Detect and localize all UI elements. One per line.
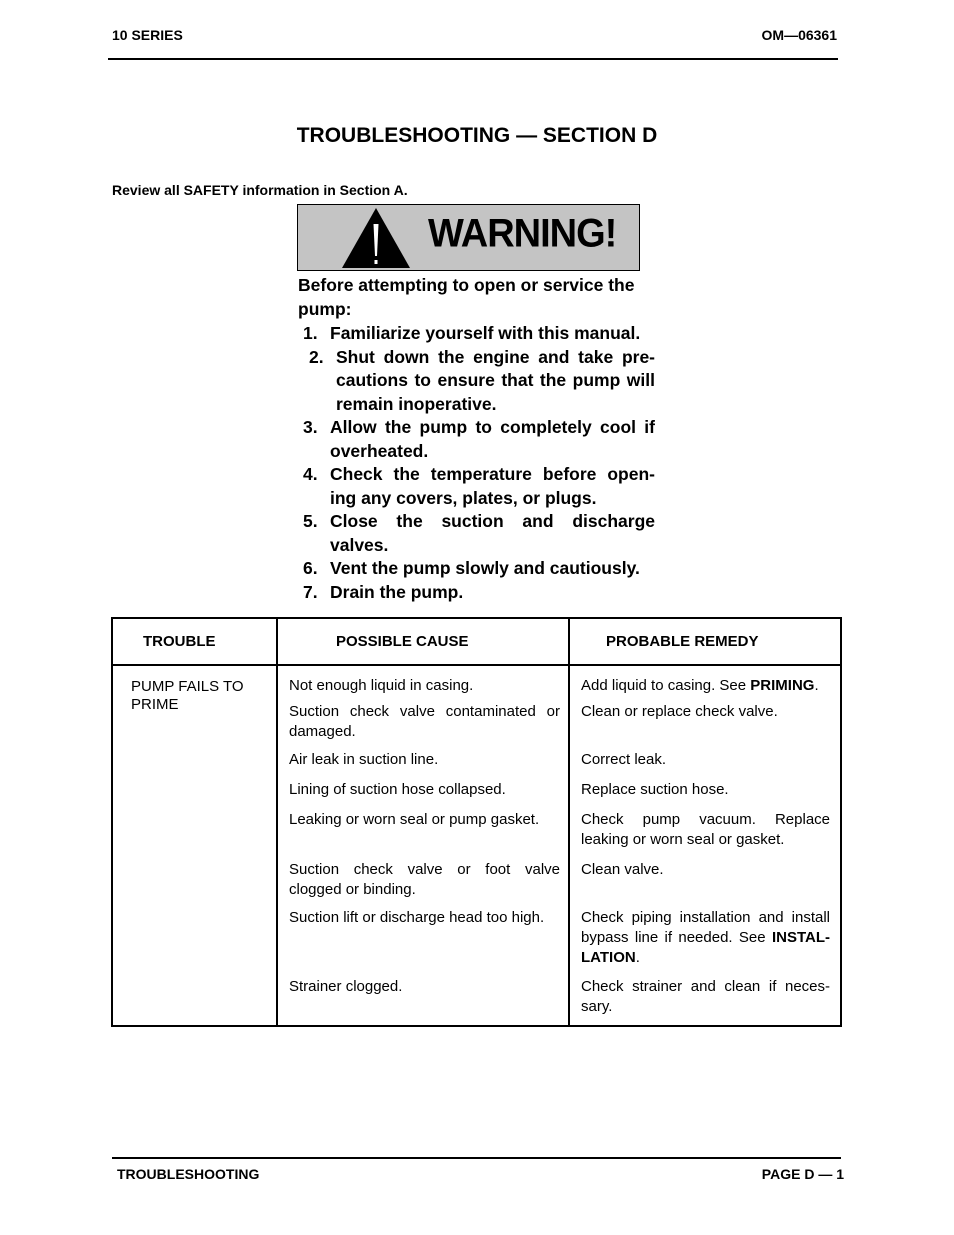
remedy-section-reference: INSTAL-LATION — [581, 929, 830, 966]
header-doc-number: OM—06361 — [761, 27, 837, 43]
warning-step — [303, 581, 655, 605]
warning-step — [303, 510, 655, 557]
probable-remedy-item — [581, 977, 830, 1017]
probable-remedy-item — [581, 676, 830, 696]
warning-step — [303, 416, 655, 463]
remedy-punctuation: . — [635, 949, 640, 966]
review-safety-note: Review all SAFETY information in Section A. — [112, 182, 408, 198]
probable-remedy-item — [581, 810, 830, 850]
possible-cause-item: Suction check valve or foot valve clogged or binding. — [289, 861, 560, 898]
possible-cause-item: Suction check valve contaminated or damaged. — [289, 703, 560, 740]
possible-cause-item: Leaking or worn seal or pump gasket. — [289, 811, 540, 828]
page-title: TROUBLESHOOTING — SECTION D — [296, 124, 658, 147]
warning-label: WARNING! — [428, 211, 617, 257]
warning-step-text: Allow the pump to completely cool if overheated. — [330, 417, 655, 461]
warning-intro: Before attempting to open or service the pump: — [298, 275, 635, 319]
possible-cause-item: Strainer clogged. — [289, 978, 403, 995]
warning-step — [309, 346, 655, 417]
warning-banner — [297, 204, 640, 271]
warning-step-text: Vent the pump slowly and cautiously. — [330, 558, 640, 578]
probable-remedy-item — [581, 908, 830, 968]
remedy-cell — [569, 665, 841, 1026]
remedy-text: Add liquid to casing. See — [581, 677, 751, 694]
warning-step-number: 1. — [303, 323, 318, 343]
probable-remedy-item — [581, 750, 830, 770]
warning-step — [303, 463, 655, 510]
trouble-cell: PUMP FAILS TO PRIME — [112, 665, 277, 1026]
warning-step-text: Familiarize yourself with this manual. — [330, 323, 641, 343]
warning-step-number: 2. — [309, 346, 324, 367]
warning-step-text: Check the temperature before open-ing any covers, plates, or plugs. — [330, 464, 655, 508]
header-probable-remedy: PROBABLE REMEDY — [569, 618, 841, 665]
remedy-punctuation: . — [814, 677, 819, 694]
footer-rule — [112, 1157, 841, 1159]
possible-cause-item: Lining of suction hose collapsed. — [289, 781, 506, 798]
possible-cause-item: Air leak in suction line. — [289, 751, 439, 768]
warning-step-number: 5. — [303, 511, 318, 531]
remedy-text: Check piping installation and install bypass line if needed. See — [581, 909, 830, 946]
header-trouble: TROUBLE — [112, 618, 277, 665]
table-header-row — [112, 618, 841, 665]
possible-cause-item: Suction lift or discharge head too high. — [289, 909, 545, 926]
warning-step-number: 4. — [303, 464, 318, 484]
probable-remedy-item — [581, 702, 830, 742]
remedy-text: Correct leak. — [581, 751, 667, 768]
header-rule — [108, 58, 838, 60]
cause-cell — [277, 665, 569, 1026]
remedy-text: Check strainer and clean if neces-sary. — [581, 978, 830, 1015]
remedy-text: Clean or replace check valve. — [581, 703, 778, 720]
remedy-text: Check pump vacuum. Replace leaking or worn seal or gasket. — [581, 811, 830, 848]
warning-step-number: 3. — [303, 417, 318, 437]
probable-remedy-item — [581, 860, 830, 900]
troubleshooting-table — [111, 617, 842, 1027]
probable-remedy-item — [581, 780, 830, 800]
warning-step-text: Drain the pump. — [330, 581, 464, 602]
warning-step-text: Close the suction and discharge valves. — [330, 511, 655, 555]
header-series: 10 SERIES — [112, 27, 183, 43]
remedy-text: Clean valve. — [581, 861, 664, 878]
remedy-text: Replace suction hose. — [581, 781, 729, 798]
possible-cause-item: Not enough liquid in casing. — [289, 677, 474, 694]
footer-page-number: PAGE D — 1 — [761, 1166, 844, 1182]
warning-triangle-icon — [340, 206, 412, 270]
header-possible-cause: POSSIBLE CAUSE — [277, 618, 569, 665]
remedy-section-reference: PRIMING — [750, 677, 815, 694]
warning-instructions — [298, 274, 655, 604]
warning-step-text: Shut down the engine and take pre-cautions to ensure that the pump will remain inoperative. — [336, 346, 655, 414]
table-row — [112, 665, 841, 1026]
warning-steps — [298, 322, 655, 604]
warning-step-number: 6. — [303, 558, 318, 578]
warning-step-number: 7. — [303, 581, 318, 602]
footer-section: TROUBLESHOOTING — [117, 1166, 260, 1182]
warning-step — [303, 557, 655, 581]
warning-step — [303, 322, 655, 346]
